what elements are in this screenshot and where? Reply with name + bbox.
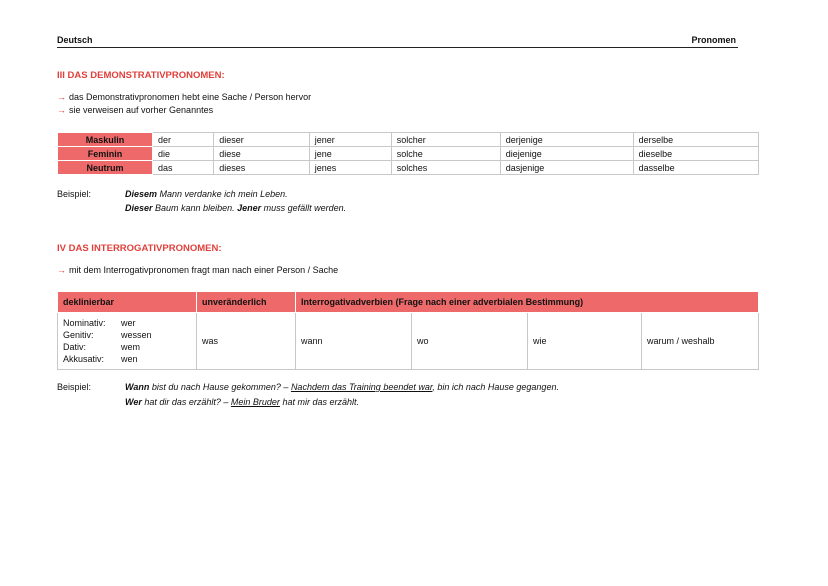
page-header xyxy=(57,35,738,48)
table-cell: solches xyxy=(391,161,500,175)
sentence-text: , bin ich nach Hause gegangen. xyxy=(432,382,559,392)
sentence-text: bist du nach Hause gekommen? – xyxy=(149,382,291,392)
example-label: Beispiel: xyxy=(57,189,92,199)
example-label: Beispiel: xyxy=(57,382,92,392)
table-cell: dieselbe xyxy=(633,147,758,161)
table-cell: dasjenige xyxy=(500,161,633,175)
column-header: unveränderlich xyxy=(197,292,296,313)
table-cell: derjenige xyxy=(500,133,633,147)
arrow-icon: → xyxy=(57,105,66,115)
table-cell: was xyxy=(197,313,296,370)
table-cell: solche xyxy=(391,147,500,161)
bullet-text: mit dem Interrogativpronomen fragt man nach einer Person / Sache xyxy=(69,265,339,275)
case-cell xyxy=(58,313,197,370)
bullet-line-1 xyxy=(57,92,311,102)
case-name: Genitiv: xyxy=(63,330,94,340)
table-cell: die xyxy=(153,147,214,161)
table-header-row xyxy=(58,292,759,313)
column-header: deklinierbar xyxy=(58,292,197,313)
table-row xyxy=(58,313,759,370)
table-cell: jenes xyxy=(309,161,391,175)
subject-label: Deutsch xyxy=(57,35,93,45)
emphasis: Diesem xyxy=(125,189,158,199)
arrow-icon: → xyxy=(57,265,66,275)
section-title-interrogative: IV DAS INTERROGATIVPRONOMEN: xyxy=(57,243,222,254)
table-cell: wie xyxy=(528,313,642,370)
table-cell: das xyxy=(153,161,214,175)
table-row xyxy=(58,147,759,161)
emphasis: Dieser xyxy=(125,203,153,213)
underlined-text: Mein Bruder xyxy=(230,397,280,407)
case-name: Akkusativ: xyxy=(63,354,105,364)
case-name: Dativ: xyxy=(63,342,87,352)
bullet-text: das Demonstrativpronomen hebt eine Sache / Person hervor xyxy=(69,92,312,102)
underlined-text: Nachdem das Training beendet war xyxy=(290,382,433,392)
table-cell: derselbe xyxy=(633,133,758,147)
gender-cell: Neutrum xyxy=(58,161,153,175)
table-row xyxy=(58,133,759,147)
case-form: wem xyxy=(121,342,141,352)
emphasis: Wann xyxy=(125,382,150,392)
bullet-text: sie verweisen auf vorher Genanntes xyxy=(69,105,214,115)
example-sentence-4 xyxy=(125,397,359,407)
case-form: wen xyxy=(121,354,138,364)
table-cell: wo xyxy=(412,313,528,370)
sentence-text: Baum kann bleiben. xyxy=(152,203,238,213)
example-sentence-2 xyxy=(125,203,346,213)
table-cell: solcher xyxy=(391,133,500,147)
table-cell: der xyxy=(153,133,214,147)
sentence-text: hat dir das erzählt? – xyxy=(141,397,231,407)
gender-cell: Maskulin xyxy=(58,133,153,147)
table-cell: jene xyxy=(309,147,391,161)
arrow-icon: → xyxy=(57,92,66,102)
topic-label: Pronomen xyxy=(691,35,736,45)
demonstrative-table xyxy=(57,132,759,175)
sentence-text: Mann verdanke ich mein Leben. xyxy=(157,189,288,199)
interrogative-table xyxy=(57,291,759,370)
column-header: Interrogativadverbien (Frage nach einer adverbialen Bestimmung) xyxy=(296,292,759,313)
table-cell: dieser xyxy=(214,133,310,147)
sentence-text: muss gefällt werden. xyxy=(261,203,347,213)
table-cell: wann xyxy=(296,313,412,370)
table-cell: dasselbe xyxy=(633,161,758,175)
emphasis: Jener xyxy=(237,203,262,213)
table-cell: dieses xyxy=(214,161,310,175)
table-row xyxy=(58,161,759,175)
case-form: wessen xyxy=(121,330,152,340)
sentence-text: hat mir das erzählt. xyxy=(279,397,359,407)
case-list xyxy=(63,317,196,365)
gender-cell: Feminin xyxy=(58,147,153,161)
table-cell: diese xyxy=(214,147,310,161)
example-sentence-3 xyxy=(125,382,559,392)
section-title-demonstrative: III DAS DEMONSTRATIVPRONOMEN: xyxy=(57,70,225,81)
bullet-line-3 xyxy=(57,265,338,275)
example-sentence-1 xyxy=(125,189,288,199)
bullet-line-2 xyxy=(57,105,213,115)
table-cell: jener xyxy=(309,133,391,147)
table-cell: diejenige xyxy=(500,147,633,161)
table-cell: warum / weshalb xyxy=(642,313,759,370)
case-name: Nominativ: xyxy=(63,318,106,328)
emphasis: Wer xyxy=(125,397,142,407)
case-form: wer xyxy=(121,318,136,328)
